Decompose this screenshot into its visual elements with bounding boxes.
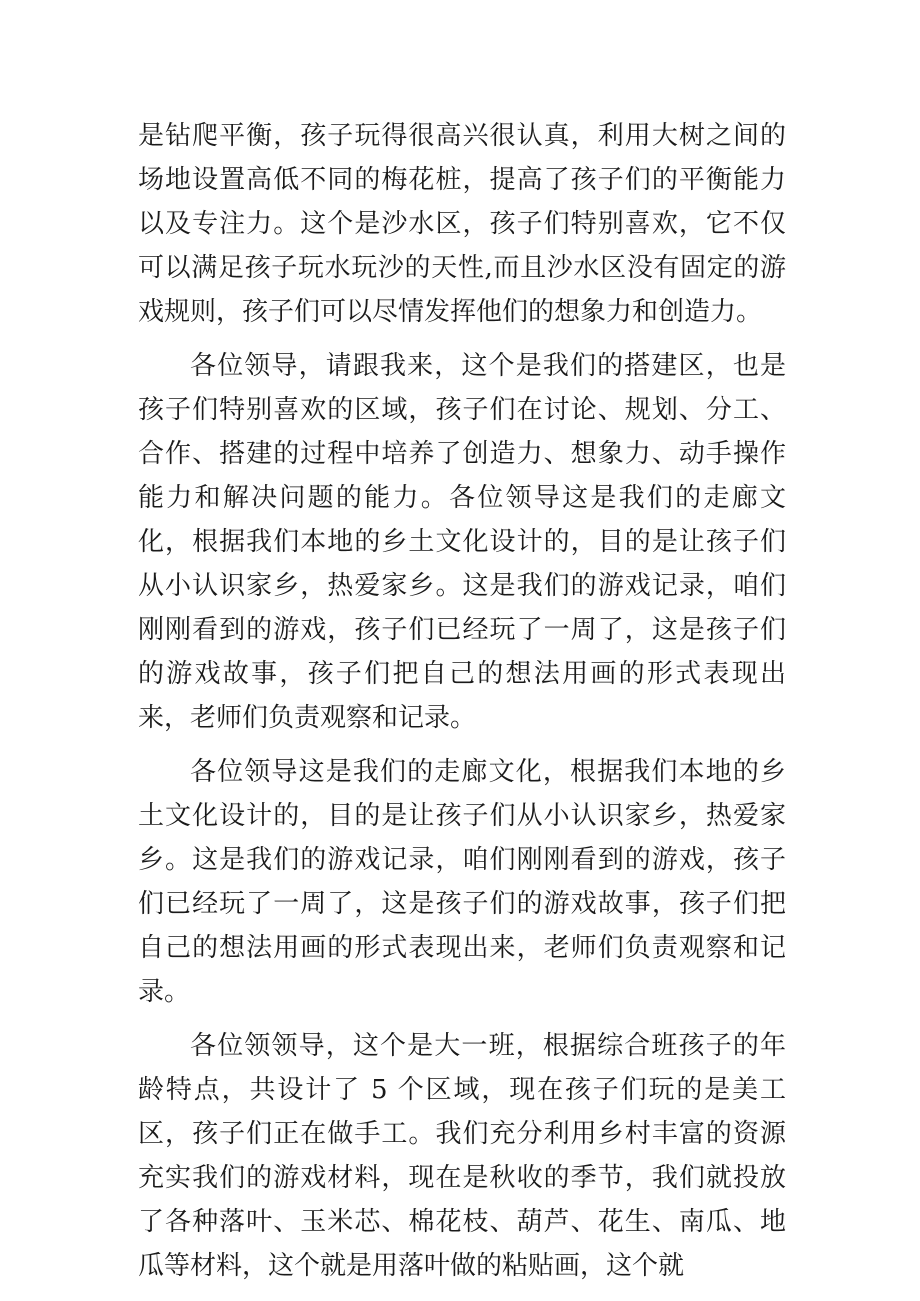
document-body [138, 114, 786, 1298]
paragraph-1: 是钻爬平衡，孩子玩得很高兴很认真，利用大树之间的场地设置高低不同的梅花桩，提高了孩子们的平衡能力以及专注力。这个是沙水区，孩子们特别喜欢，它不仅可以满足孩子玩水玩沙的天性,而且沙水区没有固定的游戏规则，孩子们可以尽情发挥他们的想象力和创造力。 [138, 121, 786, 327]
paragraph-2: 各位领导，请跟我来，这个是我们的搭建区，也是孩子们特别喜欢的区域，孩子们在讨论、规划、分工、合作、搭建的过程中培养了创造力、想象力、动手操作能力和解决问题的能力。各位领导这是我们的走廊文化，根据我们本地的乡土文化设计的，目的是让孩子们从小认识家乡，热爱家乡。这是我们的游戏记录，咱们刚刚看到的游戏，孩子们已经玩了一周了，这是孩子们的游戏故事，孩子们把自己的想法用画的形式表现出来，老师们负责观察和记录。 [138, 351, 786, 733]
paragraph-4: 各位领领导，这个是大一班，根据综合班孩子的年龄特点，共设计了 5 个区域，现在孩子们玩的是美工区，孩子们正在做手工。我们充分利用乡村丰富的资源充实我们的游戏材料，现在是秋收的季节，我们就投放了各种落叶、玉米芯、棉花枝、葫芦、花生、南瓜、地瓜等材料，这个就是用落叶做的粘贴画，这个就 [138, 1031, 786, 1281]
paragraph-3: 各位领导这是我们的走廊文化，根据我们本地的乡土文化设计的，目的是让孩子们从小认识家乡，热爱家乡。这是我们的游戏记录，咱们刚刚看到的游戏，孩子们已经玩了一周了，这是孩子们的游戏故事，孩子们把自己的想法用画的形式表现出来，老师们负责观察和记录。 [138, 757, 786, 1007]
